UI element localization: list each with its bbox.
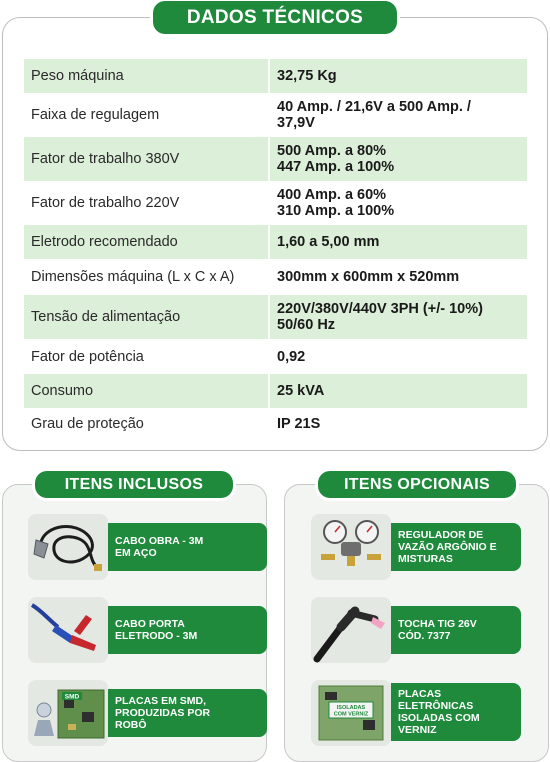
optional-item-label	[391, 523, 521, 571]
optional-items-title: ITENS OPCIONAIS	[318, 471, 516, 498]
item-label-line: PLACAS EM SMD,	[115, 695, 207, 707]
item-label-line: TOCHA TIG 26V	[398, 618, 477, 630]
item-label-line: EM AÇO	[115, 547, 157, 559]
spec-label: Fator de trabalho 380V	[24, 137, 268, 181]
spec-label: Eletrodo recomendado	[24, 225, 268, 259]
spec-value: 300mm x 600mm x 520mm	[268, 259, 527, 295]
item-label-line: REGULADOR DE	[398, 529, 484, 541]
spec-row	[24, 259, 527, 295]
spec-row	[24, 374, 527, 408]
spec-row	[24, 408, 527, 439]
spec-value-line: 50/60 Hz	[277, 317, 336, 333]
spec-label: Dimensões máquina (L x C x A)	[31, 269, 235, 285]
item-label-line: VAZÃO ARGÔNIO E	[398, 541, 497, 553]
item-label-line: CÓD. 7377	[398, 630, 451, 642]
spec-label: Peso máquina	[24, 59, 268, 93]
tig-torch-icon	[311, 597, 391, 663]
spec-row	[24, 339, 527, 374]
ground-clamp-cable-icon	[28, 514, 108, 580]
spec-value: 32,75 Kg	[268, 59, 527, 93]
spec-row	[24, 225, 527, 259]
spec-label: Consumo	[24, 374, 268, 408]
spec-row	[24, 93, 527, 137]
smd-board-icon	[28, 680, 108, 746]
spec-value	[268, 295, 527, 339]
spec-value	[268, 93, 527, 137]
electrode-holder-icon	[28, 597, 108, 663]
item-label-line: CABO OBRA - 3M	[115, 535, 204, 547]
spec-label: Faixa de regulagem	[31, 107, 160, 123]
spec-label: Tensão de alimentação	[24, 295, 268, 339]
item-label-line: ROBÔ	[115, 719, 147, 731]
item-label-line: ELETRÔNICAS	[398, 700, 474, 712]
spec-value	[268, 137, 527, 181]
varnish-badge-line: COM VERNIZ	[333, 711, 369, 718]
item-label-line: MISTURAS	[398, 553, 453, 565]
spec-row	[24, 295, 527, 339]
included-item-label	[108, 606, 267, 654]
spec-value-line: 500 Amp. a 80%	[277, 143, 387, 159]
item-label-line: PRODUZIDAS POR	[115, 707, 211, 719]
spec-value-line: 400 Amp. a 60%	[277, 187, 387, 203]
spec-value-line: 37,9V	[277, 115, 315, 131]
optional-item-label	[391, 683, 521, 741]
spec-label: Fator de trabalho 220V	[31, 195, 180, 211]
included-item-label	[108, 523, 267, 571]
item-label-line: ISOLADAS COM	[398, 712, 480, 724]
gas-regulator-icon	[311, 514, 391, 580]
item-label-line: ELETRODO - 3M	[115, 630, 198, 642]
item-label-line: PLACAS	[398, 688, 442, 700]
spec-value: 25 kVA	[268, 374, 527, 408]
spec-table	[24, 59, 527, 439]
spec-row	[24, 137, 527, 181]
included-items-title: ITENS INCLUSOS	[35, 471, 233, 498]
spec-value-line: 40 Amp. / 21,6V a 500 Amp. /	[277, 99, 471, 115]
item-label-line: VERNIZ	[398, 724, 437, 736]
spec-value: 1,60 a 5,00 mm	[268, 225, 527, 259]
spec-value	[268, 181, 527, 225]
included-item-label	[108, 689, 267, 737]
spec-row	[24, 181, 527, 225]
spec-row	[24, 59, 527, 93]
spec-value-line: 220V/380V/440V 3PH (+/- 10%)	[277, 301, 483, 317]
spec-value: 0,92	[268, 339, 527, 374]
spec-value-line: 310 Amp. a 100%	[277, 203, 395, 219]
varnished-board-icon	[311, 680, 391, 746]
spec-label: Fator de potência	[31, 348, 144, 365]
spec-value-line: 447 Amp. a 100%	[277, 159, 395, 175]
optional-item-label	[391, 606, 521, 654]
smd-badge: SMD	[64, 693, 80, 701]
item-label-line: CABO PORTA	[115, 618, 185, 630]
spec-value: IP 21S	[268, 408, 527, 439]
varnish-badge-line: ISOLADAS	[336, 705, 366, 711]
spec-label: Grau de proteção	[31, 415, 144, 432]
technical-data-title: DADOS TÉCNICOS	[153, 1, 397, 34]
